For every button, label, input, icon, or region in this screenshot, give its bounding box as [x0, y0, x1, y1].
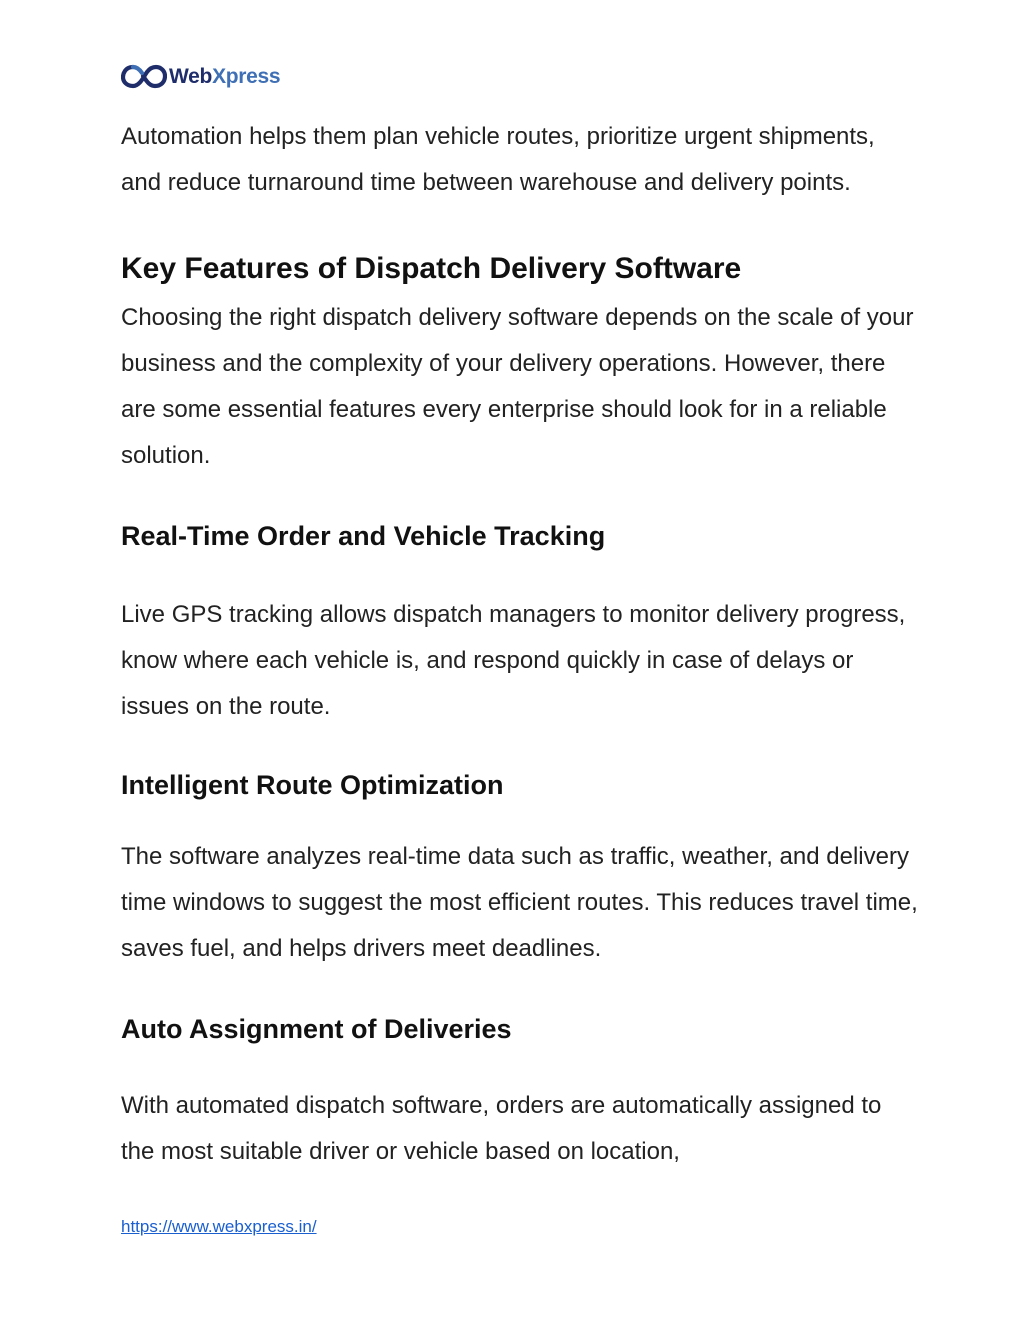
feature-text-tracking: Live GPS tracking allows dispatch managers to monitor delivery progress, know where each vehicle is, and respond quickly in case of delays or issues on the route.: [121, 600, 906, 721]
feature-text-route-optimization: The software analyzes real-time data such as traffic, weather, and delivery time windows to suggest the most efficient routes. This reduces travel time, saves fuel, and helps drivers meet deadlines.: [121, 842, 918, 963]
feature-heading-auto-assignment: Auto Assignment of Deliveries: [121, 1013, 512, 1044]
logo-text-web: Web: [169, 64, 213, 88]
intro-paragraph: Automation helps them plan vehicle routes, prioritize urgent shipments, and reduce turnaround time between warehouse and delivery points.: [121, 123, 875, 197]
logo-text: [169, 66, 280, 87]
website-link[interactable]: https://www.webxpress.in/: [121, 1217, 317, 1236]
section-heading: Key Features of Dispatch Delivery Software: [121, 251, 742, 285]
feature-heading-tracking: Real-Time Order and Vehicle Tracking: [121, 520, 606, 551]
feature-heading-route-optimization: Intelligent Route Optimization: [121, 769, 504, 800]
infinity-loop-icon: [121, 61, 167, 91]
webxpress-logo: [121, 60, 280, 92]
logo-text-xpress: Xpress: [212, 64, 281, 88]
document-body: [121, 114, 921, 1175]
section-paragraph: Choosing the right dispatch delivery software depends on the scale of your business and the complexity of your delivery operations. However, there are some essential features every enterprise should look for in a reliable solution.: [121, 303, 914, 470]
feature-text-auto-assignment: With automated dispatch software, orders are automatically assigned to the most suitable driver or vehicle based on location,: [121, 1091, 882, 1165]
